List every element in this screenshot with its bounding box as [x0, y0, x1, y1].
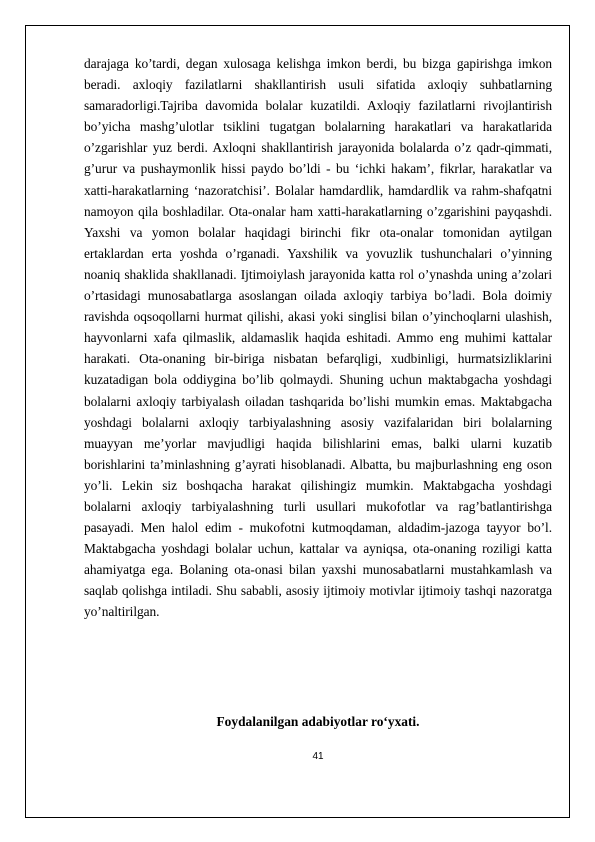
- page-number: 41: [312, 751, 324, 762]
- references-heading: Foydalanilgan adabiyotlar ro‘yxati.: [216, 714, 420, 729]
- body-paragraph: darajaga ko’tardi, degan xulosaga kelishga imkon berdi, bu bizga gapirishga imkon beradi. axloqiy fazilatlarni shakllantirish usuli sifatida axloqiy suhbatlarning samaradorligi.Tajriba davomida bolalar kuzatildi. Axloqiy fazilatlarni rivojlantirish bo’yicha mashg’ulotlar tsiklini tugatgan bolalarning harakatlari va harakatlarida o’zgarishlar yuz berdi. Axloqni shakllantirish jarayonida bolalarda o’z qadr-qimmati, g’urur va pushaymonlik hissi paydo bo’ldi - bu ‘ichki hakam’, fikrlar, harakatlar va xatti-harakatlarning ‘nazoratchisi’. Bolalar hamdardlik, hamdardlik va rahm-shafqatni namoyon qila boshladilar. Ota-onalar ham xatti-harakatlarning o’zgarishini payqashdi. Yaxshi va yomon bolalar haqidagi birinchi fikr ota-onalar tomonidan aytilgan ertaklardan erta yoshda o’rganadi. Yaxshilik va yovuzlik tushunchalari o’yinning noaniq shaklida shakllanadi. Ijtimoiylash jarayonida katta rol o’ynashda uning a’zolari o’rtasidagi munosabatlarga asoslangan oilada axloqiy tarbiya bo’ladi. Bola doimiy ravishda oqsoqollarni hurmat qilishi, akasi yoki singlisi bilan o’yinchoqlarni ulashish, hayvonlarni xafa qilmaslik, aldamaslik haqida eshitadi. Ammo eng muhimi kattalar harakati. Ota-onaning bir-biriga nisbatan befarqligi, xudbinligi, hurmatsizliklarini kuzatadigan bola oddiygina bo’lib qolmaydi. Shuning uchun maktabgacha yoshdagi bolalarni axloqiy tarbiyalash oiladan tashqarida bo’lishi mumkin emas. Maktabgacha yoshdagi bolalarni axloqiy tarbiyalashning asosiy vazifalaridan biri bolalarning muayyan me’yorlar mavjudligi haqida bilishlarini emas, balki ularni kuzatib borishlarini ta’minlashning g’ayrati hisoblanadi. Albatta, bu majburlashning eng oson yo’li. Lekin siz boshqacha harakat qilishingiz mumkin. Maktabgacha yoshdagi bolalarni axloqiy tarbiyalashning turli usullari mukofotlar va rag’batlantirishga pasayadi. Men halol edim - mukofotni kutmoqdaman, aldadim-jazoga tayyor bo’l. Maktabgacha yoshdagi bolalar uchun, kattalar va ayniqsa, ota-onaning roziligi katta ahamiyatga ega. Bolaning ota-onasi bilan yaxshi munosabatlarni mustahkamlash va saqlab qolishga intiladi. Shu sababli, asosiy ijtimoiy motivlar ijtimoiy tashqi nazoratga yo’naltirilgan.: [84, 56, 552, 620]
